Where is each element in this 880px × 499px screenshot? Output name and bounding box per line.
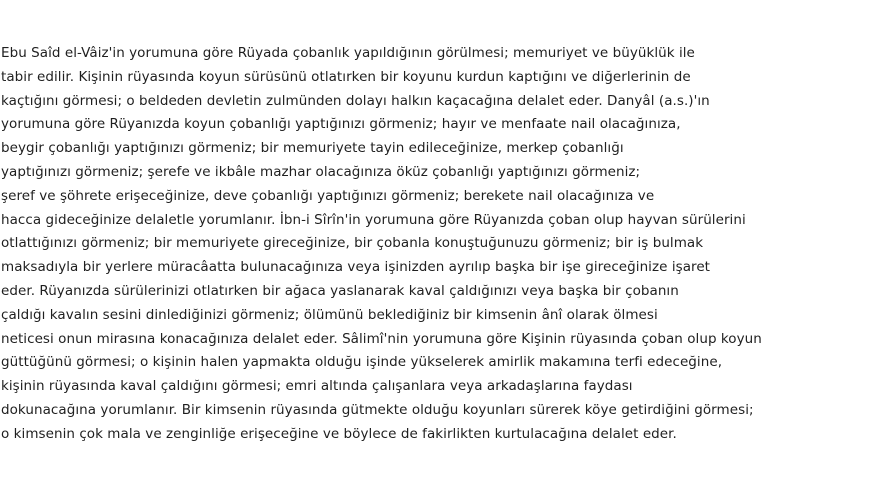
- text-line: güttüğünü görmesi; o kişinin halen yapmakta olduğu işinde yükselerek amirlik makamına terfi edeceğine,: [1, 354, 723, 371]
- text-line: dokunacağına yorumlanır. Bir kimsenin rüyasında gütmekte olduğu koyunları sürerek köye getirdiğini görmesi;: [1, 401, 754, 418]
- text-line: kaçtığını görmesi; o beldeden devletin zulmünden dolayı halkın kaçacağına delalet eder. Danyâl (a.s.)'ın: [1, 92, 710, 109]
- text-line: eder. Rüyanızda sürülerinizi otlatırken bir ağaca yaslanarak kaval çaldığınızı veya başka bir çobanın: [1, 282, 679, 299]
- text-line: maksadıyla bir yerlere müracâatta bulunacağınıza veya işinizden ayrılıp başka bir işe gireceğinize işaret: [1, 259, 711, 276]
- dream-interpretation-text: [1, 42, 879, 447]
- text-line: yaptığınızı görmeniz; şerefe ve ikbâle mazhar olacağınıza öküz çobanlığı yaptığınızı görmeniz;: [1, 163, 641, 180]
- text-line: neticesi onun mirasına konacağınıza delalet eder. Sâlimî'nin yorumuna göre Kişinin rüyasında çoban olup koyun: [1, 330, 762, 347]
- text-line: hacca gideceğinize delaletle yorumlanır. İbn-i Sîrîn'in yorumuna göre Rüyanızda çoban olup hayvan sürülerini: [1, 211, 746, 228]
- text-line: tabir edilir. Kişinin rüyasında koyun sürüsünü otlatırken bir koyunu kurdun kaptığını ve diğerlerinin de: [1, 68, 691, 85]
- text-line: o kimsenin çok mala ve zenginliğe erişeceğine ve böylece de fakirlikten kurtulacağına delalet eder.: [1, 425, 677, 442]
- text-line: yorumuna göre Rüyanızda koyun çobanlığı yaptığınızı görmeniz; hayır ve menfaate nail olacağınıza,: [1, 116, 681, 133]
- text-line: kişinin rüyasında kaval çaldığını görmesi; emri altında çalışanlara veya arkadaşlarına faydası: [1, 378, 633, 395]
- text-line: çaldığı kavalın sesini dinlediğinizi görmeniz; ölümünü beklediğiniz bir kimsenin ânî olarak ölmesi: [1, 306, 658, 323]
- text-line: beygir çobanlığı yaptığınızı görmeniz; bir memuriyete tayin edileceğinize, merkep çobanlığı: [1, 140, 624, 157]
- text-line: Ebu Saîd el-Vâiz'in yorumuna göre Rüyada çobanlık yapıldığının görülmesi; memuriyet ve büyüklük ile: [1, 45, 695, 61]
- text-line: otlattığınızı görmeniz; bir memuriyete gireceğinize, bir çobanla konuştuğunuzu görmeniz; bir iş bulmak: [1, 235, 704, 252]
- text-line: şeref ve şöhrete erişeceğinize, deve çobanlığı yaptığınızı görmeniz; berekete nail olacağınıza ve: [1, 187, 655, 204]
